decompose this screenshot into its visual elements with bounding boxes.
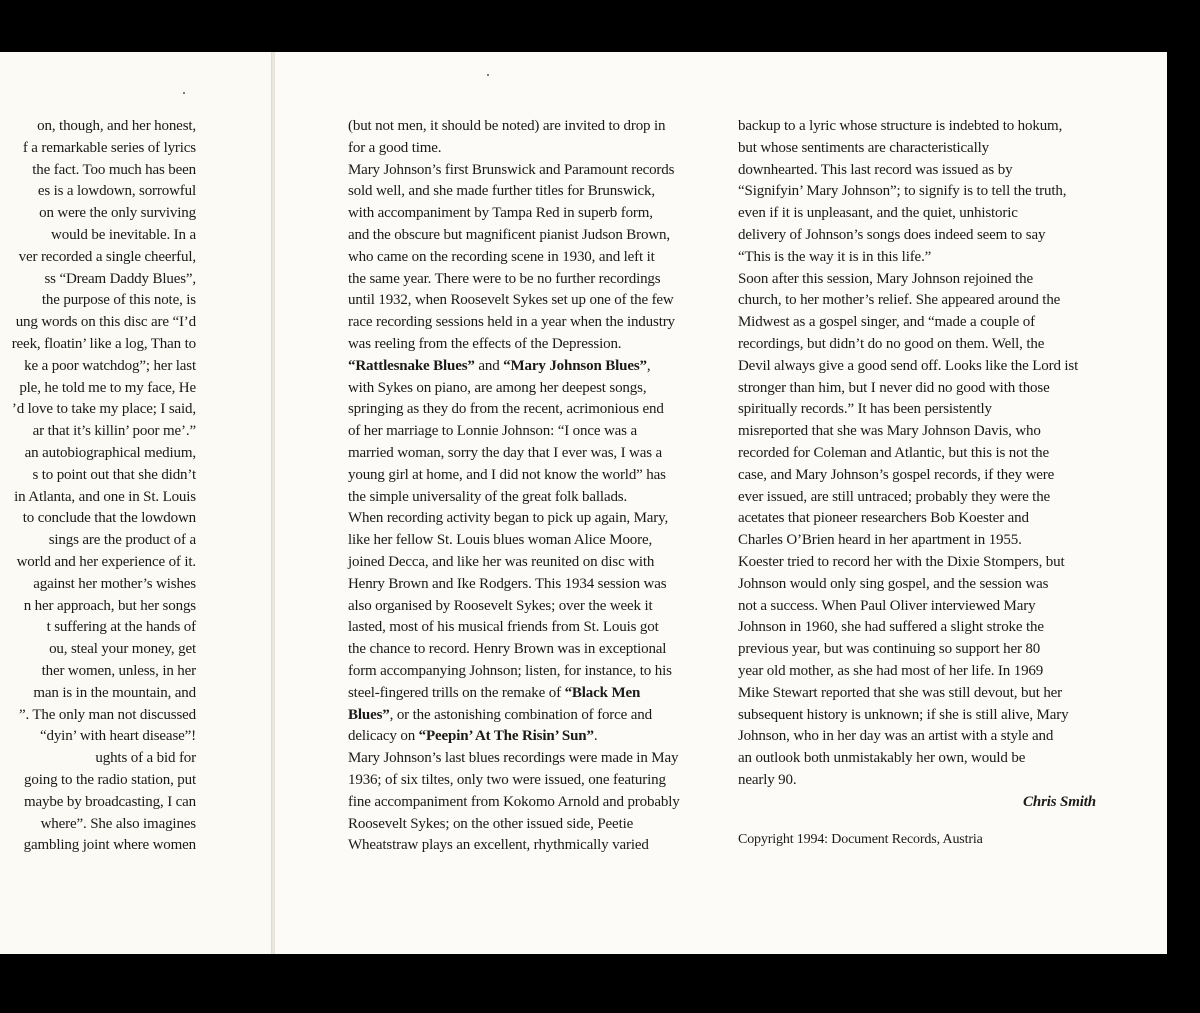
text-line: Koester tried to record her with the Dixie Stompers, but	[738, 553, 1065, 570]
text-line: with Sykes on piano, are among her deepest songs,	[348, 379, 647, 396]
text-line: recordings, but didn’t do no good on them. Well, the	[738, 335, 1045, 352]
text-line: form accompanying Johnson; listen, for instance, to his	[348, 662, 672, 679]
text-line: also organised by Roosevelt Sykes; over the week it	[348, 597, 653, 614]
text-line: lasted, most of his musical friends from St. Louis got	[348, 619, 659, 636]
text-fragment: steel-fingered trills on the remake of	[348, 684, 565, 701]
text-line: on were the only surviving	[39, 205, 196, 222]
text-line: gambling joint where women	[23, 837, 196, 854]
text-line: “This is the way it is in this life.”	[738, 248, 932, 265]
text-line: n her approach, but her songs	[23, 597, 196, 614]
text-fragment: delicacy on	[348, 728, 419, 745]
text-line: Soon after this session, Mary Johnson rejoined the	[738, 270, 1033, 287]
text-line: for a good time.	[348, 139, 442, 156]
text-line: ver recorded a single cheerful,	[18, 248, 196, 265]
text-line: ever issued, are still untraced; probably they were the	[738, 488, 1051, 505]
text-line: recorded for Coleman and Atlantic, but this is not the	[738, 444, 1049, 461]
text-fragment: .	[593, 728, 598, 745]
text-line: who came on the recording scene in 1930, and left it	[348, 248, 655, 265]
song-title-black-men-blues: “Black Men	[564, 684, 641, 701]
text-line: Charles O’Brien heard in her apartment in 1955.	[738, 532, 1022, 549]
text-line: “Signifyin’ Mary Johnson”; to signify is to tell the truth,	[738, 183, 1067, 200]
text-line: 1936; of six tiltes, only two were issued, one featuring	[348, 771, 666, 788]
text-line: fine accompaniment from Kokomo Arnold and probably	[348, 793, 680, 810]
text-line: until 1932, when Roosevelt Sykes set up one of the few	[348, 292, 674, 309]
text-line: sings are the product of a	[48, 532, 196, 549]
text-line: s to point out that she didn’t	[32, 466, 196, 483]
text-line: ar that it’s killin’ poor me’.”	[32, 423, 196, 440]
text-line: Midwest as a gospel singer, and “made a couple of	[738, 314, 1035, 331]
text-line: the purpose of this note, is	[41, 292, 196, 309]
text-line: in Atlanta, and one in St. Louis	[14, 488, 196, 505]
text-line: spiritually records.” It has been persistently	[738, 401, 992, 418]
text-line: ou, steal your money, get	[49, 641, 196, 658]
text-line: acetates that pioneer researchers Bob Koester and	[738, 510, 1029, 527]
speck	[487, 74, 489, 76]
text-line: with accompaniment by Tampa Red in superb form,	[348, 205, 653, 222]
text-line: t suffering at the hands of	[46, 619, 196, 636]
text-fragment: , or the astonishing combination of force and	[389, 706, 652, 723]
text-line: Johnson, who in her day was an artist with a style and	[738, 728, 1054, 745]
text-line: was reeling from the effects of the Depression.	[348, 335, 622, 352]
right-text-column	[738, 116, 1108, 850]
text-line: f a remarkable series of lyrics	[22, 139, 196, 156]
text-line: even if it is unpleasant, and the quiet, unhistoric	[738, 205, 1018, 222]
text-line: backup to a lyric whose structure is indebted to hokum,	[738, 118, 1063, 134]
text-line: Henry Brown and Ike Rodgers. This 1934 session was	[348, 575, 667, 592]
text-line: joined Decca, and like her was reunited on disc with	[348, 553, 655, 570]
text-line: ther women, unless, in her	[41, 662, 196, 679]
text-line: ung words on this disc are “I’d	[15, 314, 196, 331]
text-line: church, to her mother’s relief. She appeared around the	[738, 292, 1061, 309]
text-line: stronger than him, but I never did no good with those	[738, 379, 1050, 396]
text-line: ughts of a bid for	[95, 750, 196, 767]
text-line: not a success. When Paul Oliver interviewed Mary	[738, 597, 1036, 614]
text-line: nearly 90.	[738, 771, 797, 788]
text-line: and the obscure but magnificent pianist Judson Brown,	[348, 226, 670, 243]
text-line: world and her experience of it.	[16, 553, 196, 570]
song-title-rattlesnake-blues: “Rattlesnake Blues”	[348, 357, 475, 374]
text-line: ss “Dream Daddy Blues”,	[44, 270, 196, 287]
text-line: the same year. There were to be no further recordings	[348, 270, 661, 287]
song-title-black-men-blues-end: Blues”	[348, 706, 390, 723]
text-line: the simple universality of the great folk ballads.	[348, 488, 628, 505]
text-line: but whose sentiments are characteristically	[738, 139, 989, 156]
text-line: would be inevitable. In a	[51, 226, 196, 243]
text-line: year old mother, as she had most of her life. In 1969	[738, 662, 1044, 679]
text-line: where”. She also imagines	[40, 815, 196, 832]
text-line: going to the radio station, put	[24, 771, 196, 788]
text-line: delivery of Johnson’s songs does indeed seem to say	[738, 226, 1046, 243]
text-line: an autobiographical medium,	[24, 444, 196, 461]
text-line: an outlook both unmistakably her own, would be	[738, 750, 1026, 767]
song-title-mary-johnson-blues: “Mary Johnson Blues”	[503, 357, 647, 374]
text-line: Mike Stewart reported that she was still devout, but her	[738, 684, 1063, 701]
text-line: subsequent history is unknown; if she is still alive, Mary	[738, 706, 1069, 723]
text-line: man is in the mountain, and	[33, 684, 196, 701]
text-line: maybe by broadcasting, I can	[24, 793, 196, 810]
text-line: to conclude that the lowdown	[22, 510, 196, 527]
text-line: “dyin’ with heart disease”!	[39, 728, 196, 745]
text-line: the chance to record. Henry Brown was in exceptional	[348, 641, 667, 658]
text-line: ple, he told me to my face, He	[19, 379, 196, 396]
text-line	[348, 356, 718, 378]
text-line: Johnson would only sing gospel, and the session was	[738, 575, 1049, 592]
text-line: sold well, and she made further titles for Brunswick,	[348, 183, 655, 200]
text-line: Mary Johnson’s first Brunswick and Paramount records	[348, 161, 675, 178]
text-line: misreported that she was Mary Johnson Davis, who	[738, 423, 1041, 440]
song-title-peepin-at-the-risin-sun: “Peepin’ At The Risin’ Sun”	[418, 728, 594, 745]
text-line: reek, floatin’ like a log, Than to	[11, 335, 196, 352]
text-line: race recording sessions held in a year when the industry	[348, 314, 675, 331]
text-line: Mary Johnson’s last blues recordings were made in May	[348, 750, 679, 767]
text-line	[348, 705, 718, 727]
text-line: downhearted. This last record was issued as by	[738, 161, 1013, 178]
text-line: When recording activity began to pick up again, Mary,	[348, 510, 669, 527]
text-line: ke a poor watchdog”; her last	[24, 357, 196, 374]
text-line: married woman, sorry the day that I ever was, I was a	[348, 444, 663, 461]
text-line: like her fellow St. Louis blues woman Alice Moore,	[348, 532, 653, 549]
text-line: of her marriage to Lonnie Johnson: “I once was a	[348, 423, 637, 440]
text-line: ”. The only man not discussed	[18, 706, 196, 723]
text-line: previous year, but was continuing so support her 80	[738, 641, 1041, 658]
text-line: on, though, and her honest,	[37, 118, 196, 134]
text-line: young girl at home, and I did not know the world” has	[348, 466, 666, 483]
text-line: (but not men, it should be noted) are invited to drop in	[348, 118, 666, 134]
text-line: Wheatstraw plays an excellent, rhythmically varied	[348, 837, 649, 854]
text-line: Devil always give a good send off. Looks like the Lord ist	[738, 357, 1079, 374]
text-line: case, and Mary Johnson’s gospel records, if they were	[738, 466, 1055, 483]
text-line: ’d love to take my place; I said,	[11, 401, 196, 418]
text-line: the fact. Too much has been	[32, 161, 196, 178]
left-text-column	[0, 116, 200, 857]
text-fragment: ,	[646, 357, 651, 374]
speck	[183, 92, 185, 94]
text-line	[348, 683, 718, 705]
middle-text-column	[348, 116, 718, 857]
page-fold	[271, 52, 275, 954]
text-line: against her mother’s wishes	[33, 575, 196, 592]
copyright-notice: Copyright 1994: Document Records, Austria	[738, 831, 983, 847]
text-line: Roosevelt Sykes; on the other issued side, Peetie	[348, 815, 634, 832]
text-fragment: and	[474, 357, 504, 374]
text-line	[348, 726, 718, 748]
author-signature: Chris Smith	[1023, 793, 1096, 810]
text-line: es is a lowdown, sorrowful	[37, 183, 196, 200]
text-line: Johnson in 1960, she had suffered a slight stroke the	[738, 619, 1044, 636]
text-line: springing as they do from the recent, acrimonious end	[348, 401, 664, 418]
